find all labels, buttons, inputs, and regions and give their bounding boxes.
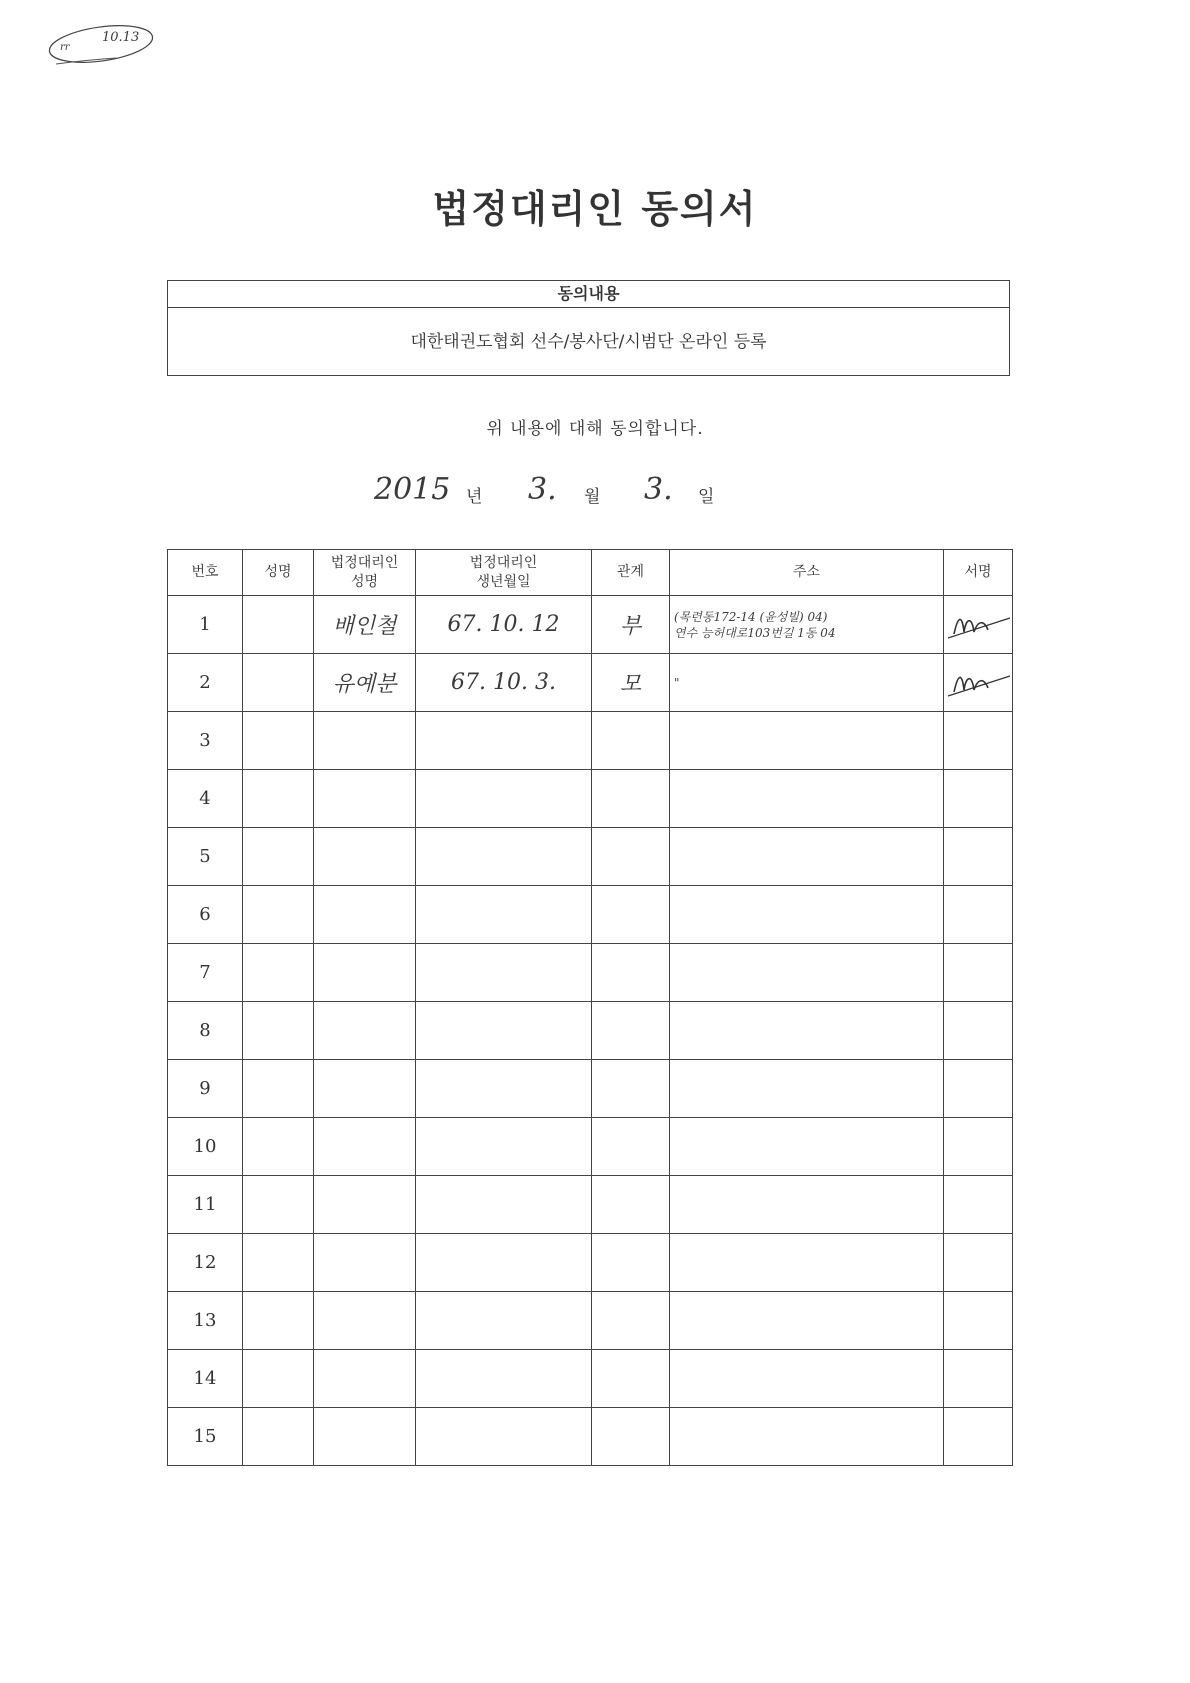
header-guardian-birth-line2: 생년월일 xyxy=(476,573,531,590)
row-number: 14 xyxy=(168,1350,243,1408)
table-row xyxy=(168,886,1013,944)
row-guardian-birth[interactable] xyxy=(416,1408,592,1466)
guardian-registry-table xyxy=(167,549,1013,1466)
header-guardian-name-line1: 법정대리인 xyxy=(330,554,399,571)
row-relation[interactable] xyxy=(592,1176,670,1234)
row-number: 7 xyxy=(168,944,243,1002)
row-address-line1: " xyxy=(674,675,680,690)
row-name[interactable] xyxy=(243,1060,314,1118)
page-title: 법정대리인 동의서 xyxy=(432,187,758,231)
row-guardian-name[interactable] xyxy=(314,770,416,828)
row-number: 5 xyxy=(168,828,243,886)
row-name[interactable] xyxy=(243,1118,314,1176)
row-address-line1: (목련동172-14 (윤성빌) 04) xyxy=(674,609,828,624)
row-guardian-birth[interactable] xyxy=(416,1118,592,1176)
row-guardian-birth[interactable]: 67. 10. 12 xyxy=(416,596,592,654)
row-name[interactable] xyxy=(243,1292,314,1350)
header-signature: 서명 xyxy=(944,550,1013,596)
row-guardian-birth[interactable] xyxy=(416,1060,592,1118)
row-number: 13 xyxy=(168,1292,243,1350)
table-row xyxy=(168,1408,1013,1466)
row-relation[interactable]: 부 xyxy=(592,596,670,654)
row-address[interactable] xyxy=(670,1176,944,1234)
row-signature[interactable] xyxy=(944,1060,1013,1118)
row-signature[interactable] xyxy=(944,828,1013,886)
row-address[interactable] xyxy=(670,596,944,654)
row-name[interactable] xyxy=(243,654,314,712)
date-year[interactable]: 2015 xyxy=(374,472,451,507)
row-guardian-name[interactable] xyxy=(314,1118,416,1176)
row-number: 3 xyxy=(168,712,243,770)
row-address[interactable] xyxy=(670,1118,944,1176)
row-relation[interactable] xyxy=(592,828,670,886)
row-relation[interactable]: 모 xyxy=(592,654,670,712)
row-name[interactable] xyxy=(243,1408,314,1466)
row-number: 1 xyxy=(168,596,243,654)
table-row xyxy=(168,770,1013,828)
row-guardian-name[interactable]: 배인철 xyxy=(314,596,416,654)
header-no: 번호 xyxy=(168,550,243,596)
row-guardian-birth[interactable] xyxy=(416,1002,592,1060)
row-guardian-birth[interactable]: 67. 10. 3. xyxy=(416,654,592,712)
date-month[interactable]: 3. xyxy=(528,472,557,507)
row-guardian-name[interactable] xyxy=(314,886,416,944)
row-number: 4 xyxy=(168,770,243,828)
row-signature[interactable] xyxy=(944,1292,1013,1350)
row-guardian-name[interactable] xyxy=(314,1002,416,1060)
row-guardian-birth[interactable] xyxy=(416,712,592,770)
row-relation[interactable] xyxy=(592,1060,670,1118)
row-name[interactable] xyxy=(243,1002,314,1060)
row-address[interactable] xyxy=(670,1292,944,1350)
row-guardian-name[interactable] xyxy=(314,1060,416,1118)
table-row xyxy=(168,944,1013,1002)
table-row xyxy=(168,712,1013,770)
date-day-unit: 일 xyxy=(698,487,715,507)
row-address[interactable] xyxy=(670,828,944,886)
table-row xyxy=(168,1118,1013,1176)
row-relation[interactable] xyxy=(592,1408,670,1466)
row-signature[interactable] xyxy=(944,596,1013,654)
row-guardian-birth[interactable] xyxy=(416,944,592,1002)
row-guardian-birth[interactable] xyxy=(416,1292,592,1350)
row-signature[interactable] xyxy=(944,886,1013,944)
row-relation[interactable] xyxy=(592,1118,670,1176)
table-body xyxy=(168,596,1013,1466)
row-relation[interactable] xyxy=(592,1292,670,1350)
header-guardian-name-line2: 성명 xyxy=(350,573,379,590)
row-guardian-name[interactable] xyxy=(314,712,416,770)
row-name[interactable] xyxy=(243,1350,314,1408)
header-guardian-birth-line1: 법정대리인 xyxy=(469,554,538,571)
row-guardian-birth[interactable] xyxy=(416,770,592,828)
row-address[interactable] xyxy=(670,1060,944,1118)
row-signature[interactable] xyxy=(944,1234,1013,1292)
table-row xyxy=(168,1234,1013,1292)
table-header-row xyxy=(168,550,1013,596)
row-guardian-birth[interactable] xyxy=(416,1176,592,1234)
header-relation: 관계 xyxy=(592,550,670,596)
consent-box xyxy=(167,280,1010,376)
row-number: 9 xyxy=(168,1060,243,1118)
row-number: 8 xyxy=(168,1002,243,1060)
consent-content: 대한태권도협회 선수/봉사단/시범단 온라인 등록 xyxy=(410,332,767,352)
row-name[interactable] xyxy=(243,828,314,886)
row-signature[interactable] xyxy=(944,1002,1013,1060)
corner-handwritten-note xyxy=(46,20,156,68)
row-address[interactable] xyxy=(670,1408,944,1466)
row-signature[interactable] xyxy=(944,1350,1013,1408)
signature-mark-icon xyxy=(944,596,1012,653)
row-guardian-birth[interactable] xyxy=(416,1350,592,1408)
corner-note-mark: rr xyxy=(60,42,70,53)
date-year-unit: 년 xyxy=(466,487,483,507)
row-name[interactable] xyxy=(243,596,314,654)
row-address[interactable] xyxy=(670,770,944,828)
row-address[interactable] xyxy=(670,1002,944,1060)
agree-statement: 위 내용에 대해 동의합니다. xyxy=(486,419,704,439)
row-guardian-name[interactable] xyxy=(314,1350,416,1408)
row-guardian-birth[interactable] xyxy=(416,828,592,886)
row-address[interactable] xyxy=(670,1350,944,1408)
row-name[interactable] xyxy=(243,1176,314,1234)
row-number: 12 xyxy=(168,1234,243,1292)
consent-header: 동의내용 xyxy=(168,281,1009,308)
table-row xyxy=(168,1002,1013,1060)
row-signature[interactable] xyxy=(944,770,1013,828)
row-signature[interactable] xyxy=(944,1118,1013,1176)
row-guardian-name[interactable] xyxy=(314,1234,416,1292)
row-address[interactable] xyxy=(670,712,944,770)
row-relation[interactable] xyxy=(592,1234,670,1292)
table-row xyxy=(168,1292,1013,1350)
row-signature[interactable] xyxy=(944,1176,1013,1234)
row-number: 10 xyxy=(168,1118,243,1176)
row-address[interactable] xyxy=(670,944,944,1002)
header-address: 주소 xyxy=(670,550,944,596)
table-row xyxy=(168,828,1013,886)
signature-mark-icon xyxy=(944,654,1012,711)
header-name: 성명 xyxy=(243,550,314,596)
row-address[interactable] xyxy=(670,654,944,712)
row-guardian-name[interactable] xyxy=(314,1408,416,1466)
corner-note-date: 10.13 xyxy=(102,30,140,45)
row-signature[interactable] xyxy=(944,944,1013,1002)
row-name[interactable] xyxy=(243,944,314,1002)
row-signature[interactable] xyxy=(944,654,1013,712)
row-name[interactable] xyxy=(243,770,314,828)
row-address[interactable] xyxy=(670,1234,944,1292)
row-guardian-name[interactable] xyxy=(314,828,416,886)
row-guardian-name[interactable] xyxy=(314,944,416,1002)
row-relation[interactable] xyxy=(592,944,670,1002)
row-address[interactable] xyxy=(670,886,944,944)
row-number: 11 xyxy=(168,1176,243,1234)
row-guardian-name[interactable]: 유예분 xyxy=(314,654,416,712)
row-address-line2: 연수 능허대로103번길 1동 04 xyxy=(674,625,836,640)
row-number: 15 xyxy=(168,1408,243,1466)
row-guardian-birth[interactable] xyxy=(416,1234,592,1292)
row-name[interactable] xyxy=(243,886,314,944)
date-month-unit: 월 xyxy=(584,487,601,507)
row-number: 2 xyxy=(168,654,243,712)
row-guardian-birth[interactable] xyxy=(416,886,592,944)
table-row xyxy=(168,596,1013,654)
table-row xyxy=(168,1176,1013,1234)
row-relation[interactable] xyxy=(592,712,670,770)
row-number: 6 xyxy=(168,886,243,944)
row-signature[interactable] xyxy=(944,1408,1013,1466)
table-row xyxy=(168,1060,1013,1118)
header-guardian-name xyxy=(314,550,416,596)
header-guardian-birth xyxy=(416,550,592,596)
row-relation[interactable] xyxy=(592,886,670,944)
row-name[interactable] xyxy=(243,712,314,770)
date-day[interactable]: 3. xyxy=(644,472,673,507)
row-signature[interactable] xyxy=(944,712,1013,770)
table-row xyxy=(168,1350,1013,1408)
table-row xyxy=(168,654,1013,712)
row-guardian-name[interactable] xyxy=(314,1176,416,1234)
row-relation[interactable] xyxy=(592,1350,670,1408)
date-line xyxy=(370,468,790,518)
row-relation[interactable] xyxy=(592,770,670,828)
row-guardian-name[interactable] xyxy=(314,1292,416,1350)
row-name[interactable] xyxy=(243,1234,314,1292)
row-relation[interactable] xyxy=(592,1002,670,1060)
